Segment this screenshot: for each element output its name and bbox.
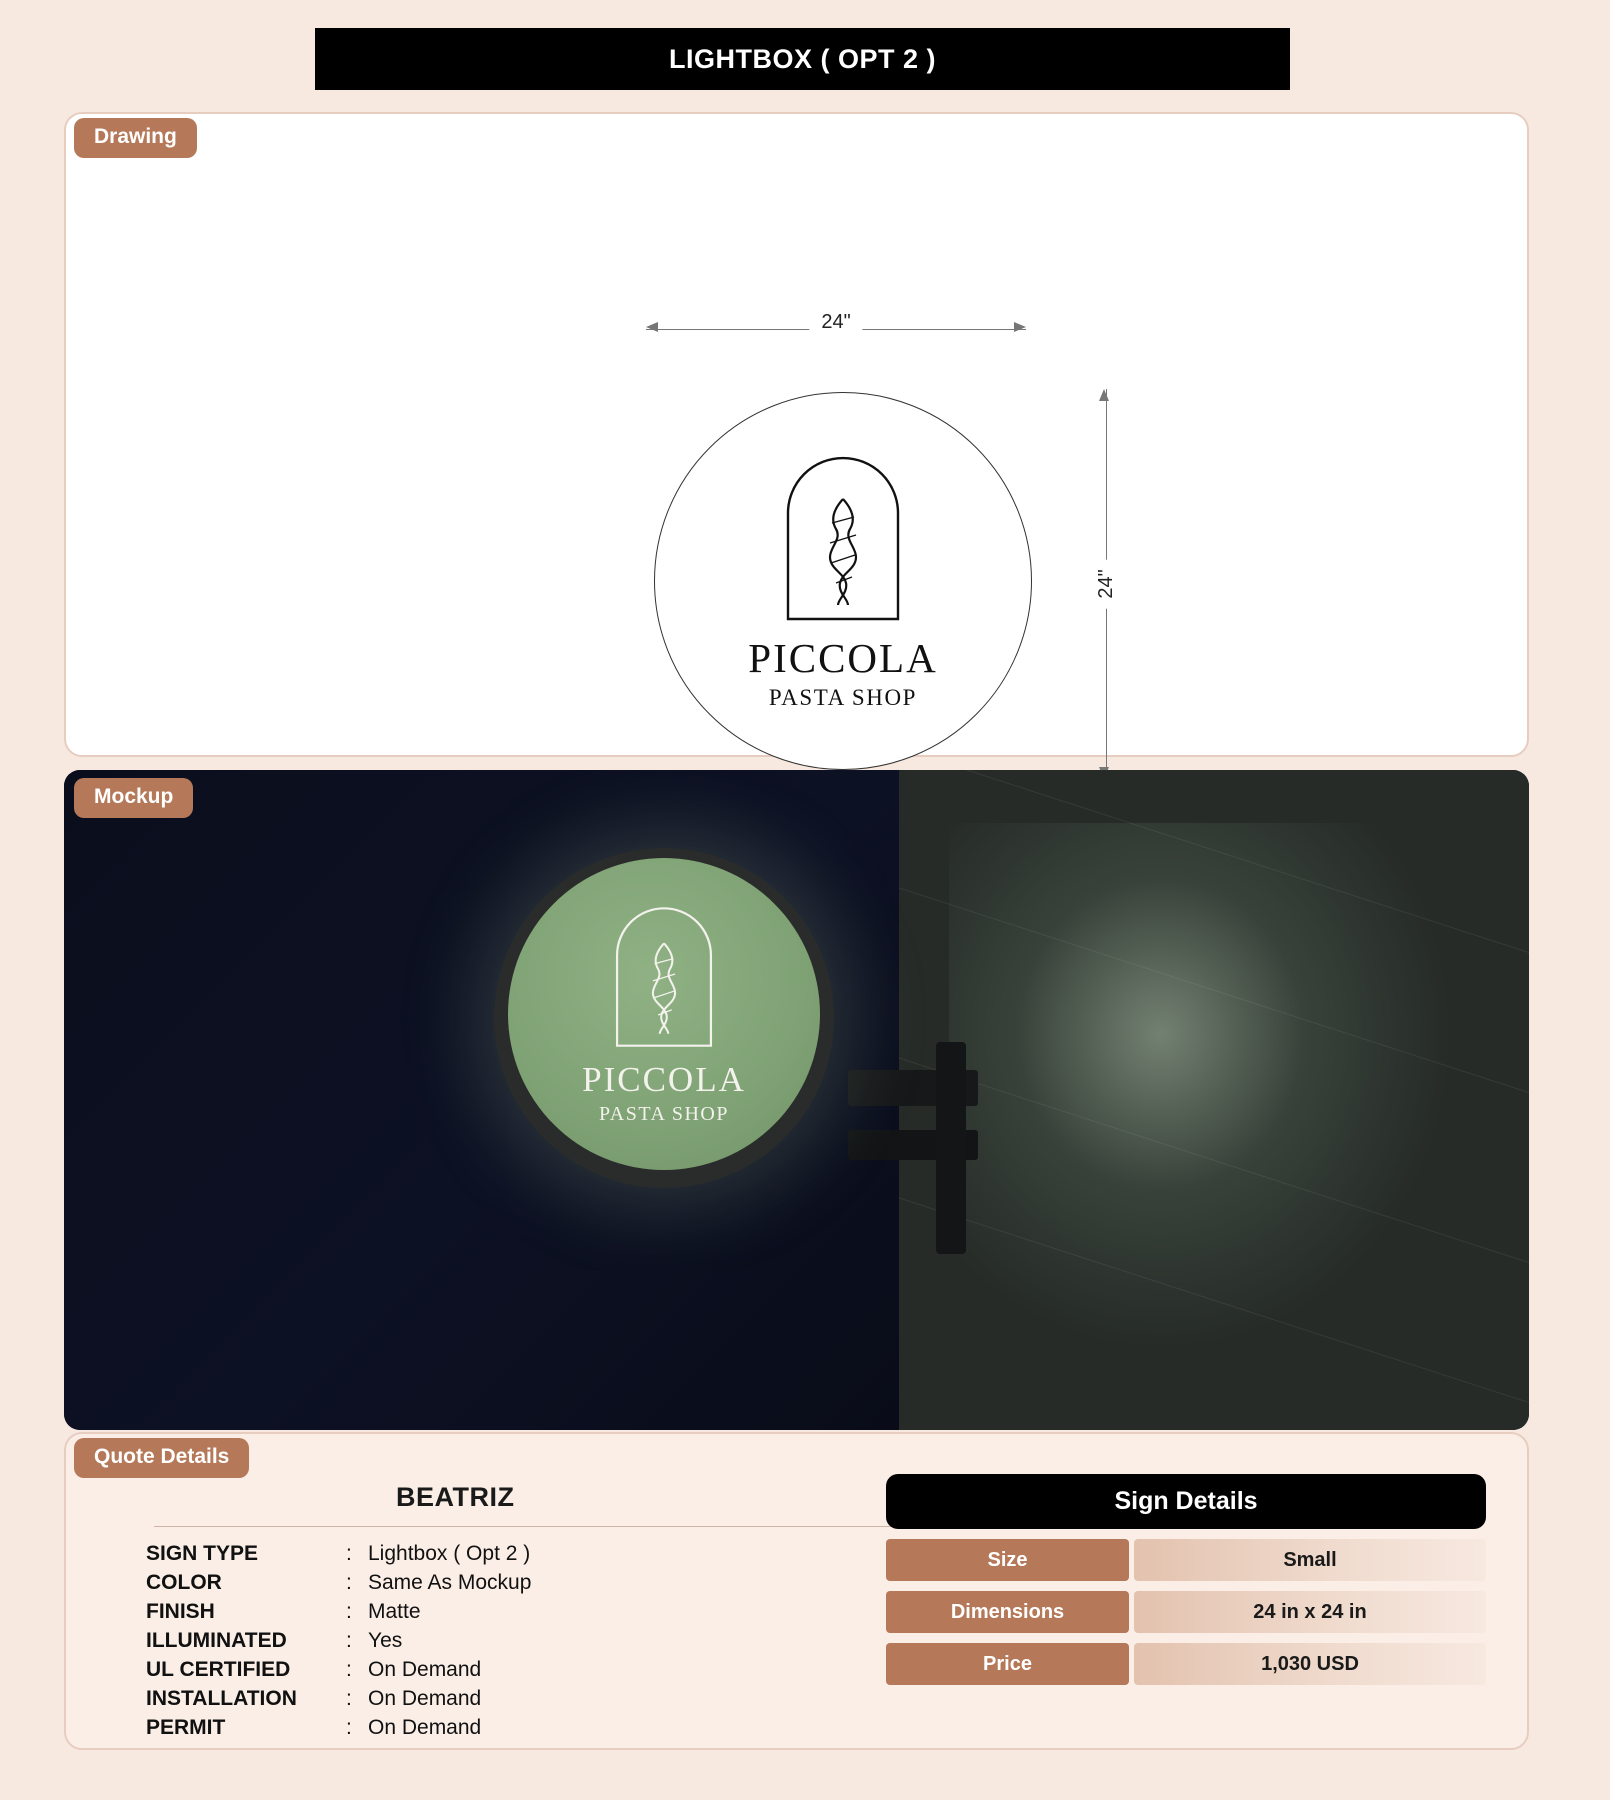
logo-drawing [748, 451, 937, 711]
sign-details-key: Dimensions [886, 1591, 1129, 1633]
spec-value: On Demand [368, 1687, 482, 1710]
spec-value: Same As Mockup [368, 1571, 532, 1594]
sign-details-row [886, 1539, 1486, 1581]
sign-mount-plate [936, 1042, 966, 1254]
divider [154, 1526, 914, 1527]
spec-colon: : [346, 1716, 352, 1739]
mockup-lightbox-sign [494, 848, 834, 1188]
spec-list [146, 1540, 926, 1743]
spec-colon: : [346, 1687, 352, 1710]
sign-details-row [886, 1591, 1486, 1633]
spec-colon: : [346, 1542, 352, 1565]
spec-label: UL CERTIFIED [146, 1658, 291, 1681]
mockup-wall [899, 770, 1529, 1430]
pasta-arch-icon [768, 451, 918, 626]
spec-label: FINISH [146, 1600, 215, 1623]
sign-details-value: 1,030 USD [1134, 1643, 1486, 1685]
spec-row [146, 1627, 926, 1655]
spec-colon: : [346, 1658, 352, 1681]
arrow-up-icon [1099, 389, 1109, 401]
height-dimension-label: 24" [1091, 559, 1122, 608]
drawing-canvas [66, 114, 1527, 755]
sign-details-value: Small [1134, 1539, 1486, 1581]
height-dimension [1086, 389, 1126, 779]
spec-label: ILLUMINATED [146, 1629, 287, 1652]
page-title: LIGHTBOX ( OPT 2 ) [315, 28, 1290, 90]
sign-details-value: 24 in x 24 in [1134, 1591, 1486, 1633]
mockup-panel [64, 770, 1529, 1430]
sign-details-table [886, 1474, 1486, 1685]
quote-details-section-tab: Quote Details [74, 1438, 249, 1478]
spec-row [146, 1656, 926, 1684]
width-dimension-label: 24" [809, 311, 862, 334]
width-dimension [646, 309, 1026, 349]
spec-row [146, 1540, 926, 1568]
logo-name-text: PICCOLA [748, 635, 938, 681]
spec-colon: : [346, 1571, 352, 1594]
mockup-logo-subtitle-text: PASTA SHOP [599, 1103, 729, 1125]
spec-value: Matte [368, 1600, 421, 1623]
sign-details-key: Price [886, 1643, 1129, 1685]
sign-details-header: Sign Details [886, 1474, 1486, 1529]
spec-value: On Demand [368, 1658, 482, 1681]
sign-details-row [886, 1643, 1486, 1685]
quote-details-panel [64, 1432, 1529, 1750]
spec-value: Lightbox ( Opt 2 ) [368, 1542, 531, 1565]
logo-subtitle-text: PASTA SHOP [768, 685, 918, 710]
spec-label: COLOR [146, 1571, 222, 1594]
sign-details-rows [886, 1539, 1486, 1685]
customer-name: BEATRIZ [396, 1482, 515, 1512]
arrow-left-icon [646, 322, 658, 332]
spec-row [146, 1569, 926, 1597]
drawing-panel [64, 112, 1529, 757]
mockup-logo-name-text: PICCOLA [582, 1060, 746, 1099]
spec-colon: : [346, 1629, 352, 1652]
mockup-sign-face [508, 858, 820, 1170]
spec-label: INSTALLATION [146, 1687, 297, 1710]
mockup-logo [582, 902, 746, 1126]
sign-details-key: Size [886, 1539, 1129, 1581]
arrow-right-icon [1014, 322, 1026, 332]
pasta-arch-icon [600, 902, 728, 1052]
sign-drawing-circle [654, 392, 1032, 770]
spec-row [146, 1685, 926, 1713]
mockup-section-tab: Mockup [74, 778, 193, 818]
spec-value: Yes [368, 1629, 403, 1652]
spec-label: SIGN TYPE [146, 1542, 259, 1565]
spec-row [146, 1598, 926, 1626]
spec-colon: : [346, 1600, 352, 1623]
drawing-section-tab: Drawing [74, 118, 197, 158]
spec-value: On Demand [368, 1716, 482, 1739]
spec-label: PERMIT [146, 1716, 226, 1739]
spec-row [146, 1714, 926, 1742]
